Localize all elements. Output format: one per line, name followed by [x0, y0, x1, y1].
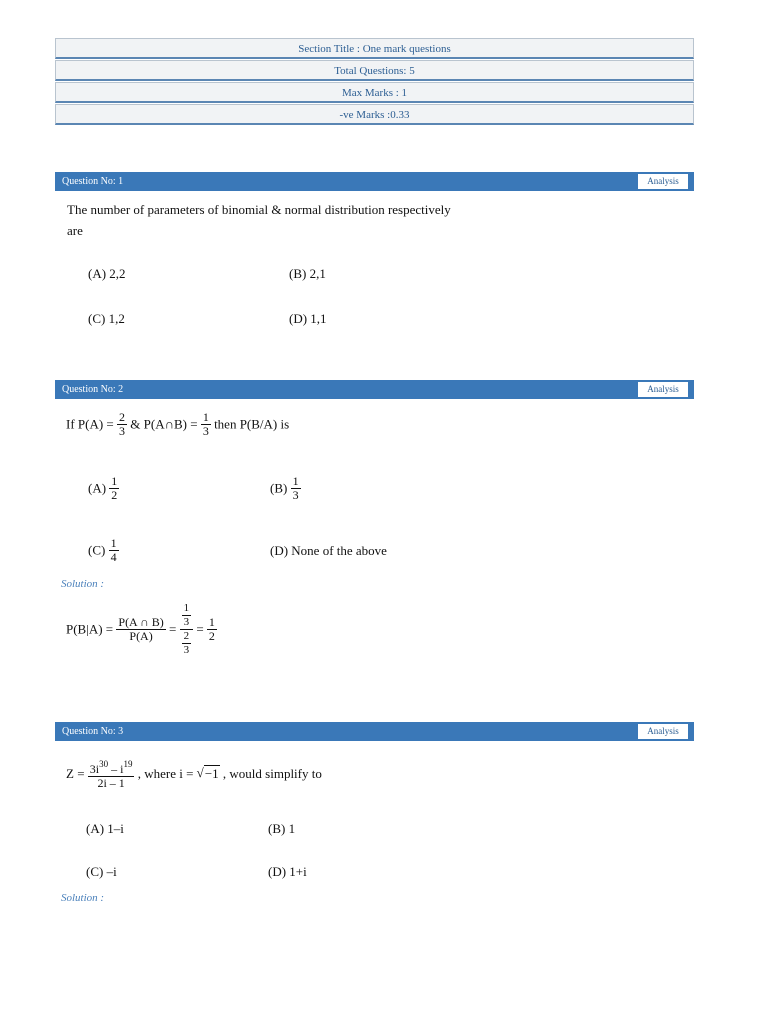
q2-stem-prefix: If P(A) = — [66, 416, 114, 432]
section-info-table — [55, 38, 694, 125]
question-2-analysis-button[interactable]: Analysis — [638, 382, 688, 397]
question-1-label: Question No: 1 — [62, 176, 124, 187]
question-2-option-c[interactable]: (C) $\frac{1}{4}$ — [88, 536, 117, 564]
question-3-label: Question No: 3 — [62, 726, 124, 737]
question-2-option-b[interactable]: (B) $\frac{1}{3}$ — [270, 474, 299, 502]
q2-stem-fraction-1: $\frac{2}{3}$ — [119, 410, 126, 438]
sqrt-radicand: −1 — [204, 766, 219, 782]
question-3-stem: Z = $\frac{3i^{30} - i^{19}}{2i - 1}$ , where i = √−1 , would simplify to — [66, 759, 322, 790]
question-1-text-line2: are — [67, 223, 83, 238]
question-3-solution-label: Solution : — [61, 892, 105, 904]
question-2-option-a[interactable]: (A) $\frac{1}{2}$ — [88, 474, 118, 502]
question-1-option-a[interactable]: (A) 2,2 — [88, 266, 126, 281]
negative-marks: -ve Marks :0.33 — [55, 104, 694, 125]
question-3-option-a[interactable]: (A) 1–i — [86, 821, 124, 836]
q2-stem-fraction-2: $\frac{1}{3}$ — [202, 410, 209, 438]
question-3-analysis-button[interactable]: Analysis — [638, 724, 688, 739]
question-3-option-b[interactable]: (B) 1 — [268, 821, 296, 836]
max-marks: Max Marks : 1 — [55, 82, 694, 103]
question-3-header — [55, 722, 694, 741]
question-3-option-d[interactable]: (D) 1+i — [268, 864, 307, 879]
question-2-solution-math: P(B|A) = $\frac{P(A \cap B)}{P(A)}$ = $\frac{\frac{1}{3}}{\frac{2}{3}}$ = $\frac{1}{2}$ — [66, 602, 215, 656]
question-2-solution-label: Solution : — [61, 578, 105, 590]
question-1-option-c[interactable]: (C) 1,2 — [88, 311, 125, 326]
question-1-header — [55, 172, 694, 191]
question-1-analysis-button[interactable]: Analysis — [638, 174, 688, 189]
question-2-header — [55, 380, 694, 399]
question-2-label: Question No: 2 — [62, 384, 124, 395]
q2-stem-mid: & P(A∩B) = — [130, 416, 198, 432]
question-2-stem — [66, 411, 289, 438]
question-2-option-d[interactable]: (D) None of the above — [270, 543, 387, 558]
q2-stem-suffix: then P(B/A) is — [214, 416, 290, 432]
question-1-option-d[interactable]: (D) 1,1 — [289, 311, 327, 326]
total-questions: Total Questions: 5 — [55, 60, 694, 81]
question-3-option-c[interactable]: (C) –i — [86, 864, 117, 879]
question-1-option-b[interactable]: (B) 2,1 — [289, 266, 326, 281]
question-1-text-line1: The number of parameters of binomial & normal distribution respectively — [67, 202, 451, 217]
section-title: Section Title : One mark questions — [55, 38, 694, 59]
